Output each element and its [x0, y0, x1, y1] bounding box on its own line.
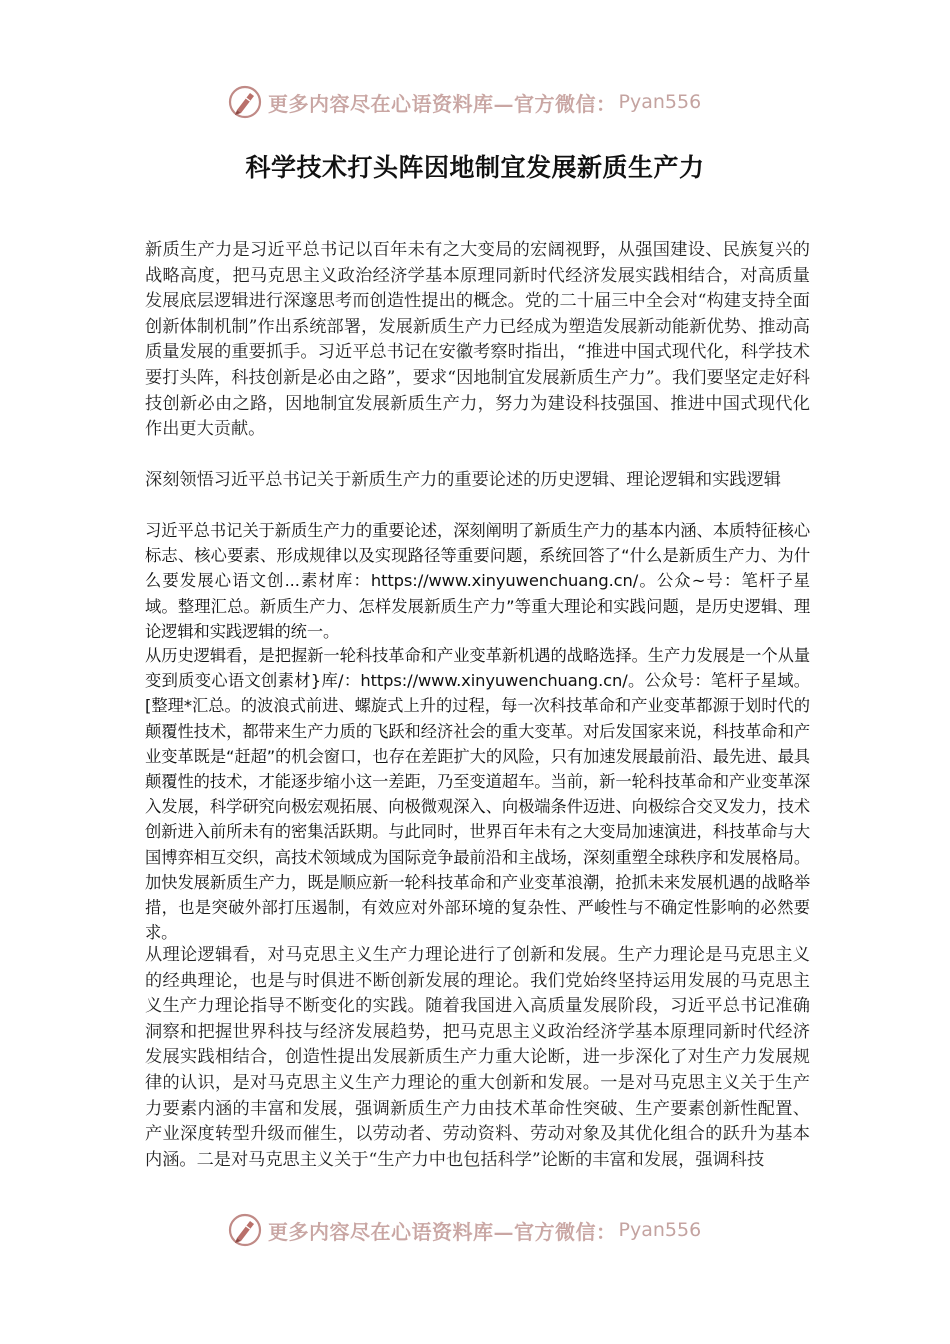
header-banner[interactable] [228, 82, 748, 122]
footer-banner[interactable] [228, 1210, 748, 1250]
paragraph-theoretical-logic: 从理论逻辑看，对马克思主义生产力理论进行了创新和发展。生产力理论是马克思主义的经典理论，也是与时俱进不断创新发展的理论。我们党始终坚持运用发展的马克思主义生产力理论指导不断变化的实践。随着我国进入高质量发展阶段，习近平总书记准确洞察和把握世界科技与经济发展趋势，把马克思主义政治经济学基本原理同新时代经济发展实践相结合，创造性提出发展新质生产力重大论断，进一步深化了对生产力发展规律的认识，是对马克思主义生产力理论的重大创新和发展。一是对马克思主义关于生产力要素内涵的丰富和发展，强调新质生产力由技术革命性突破、生产要素创新性配置、产业深度转型升级而催生，以劳动者、劳动资料、劳动对象及其优化组合的跃升为基本内涵。二是对马克思主义关于“生产力中也包括科学”论断的丰富和发展，强调科技 [145, 945, 810, 1170]
document-title: 科学技术打头阵因地制宜发展新质生产力 [245, 153, 705, 182]
banner-wechat-handle: Pyan556 [618, 1219, 702, 1241]
pen-nib-logo-icon [228, 85, 262, 119]
pen-nib-logo-icon [228, 1213, 262, 1247]
paragraph-intro: 新质生产力是习近平总书记以百年未有之大变局的宏阔视野，从强国建设、民族复兴的战略高度，把马克思主义政治经济学基本原理同新时代经济发展实践相结合，对高质量发展底层逻辑进行深邃思考而创造性提出的概念。党的二十届三中全会对“构建支持全面创新体制机制”作出系统部署，发展新质生产力已经成为塑造发展新动能新优势、推动高质量发展的重要抓手。习近平总书记在安徽考察时指出，“推进中国式现代化，科学技术要打头阵，科技创新是必由之路”，要求“因地制宜发展新质生产力”。我们要坚定走好科技创新必由之路，因地制宜发展新质生产力，努力为建设科技强国、推进中国式现代化作出更大贡献。 [145, 240, 810, 440]
banner-text: 更多内容尽在心语资料库—官方微信： [268, 91, 617, 116]
paragraph-historical-logic: 从历史逻辑看，是把握新一轮科技革命和产业变革新机遇的战略选择。生产力发展是一个从量变到质变心语文创素材}库/：https://www.xinyuwenchuang.cn/。公众号：笔杆子星域。[整理*汇总。的波浪式前进、螺旋式上升的过程，每一次科技革命和产业变革都源于划时代的颠覆性技术，都带来生产力质的飞跃和经济社会的重大变革。对后发国家来说，科技革命和产业变革既是“赶超”的机会窗口，也存在差距扩大的风险，只有加速发展最前沿、最先进、最具颠覆性的技术，才能逐步缩小这一差距，乃至变道超车。当前，新一轮科技革命和产业变革深入发展，科学研究向极宏观拓展、向极微观深入、向极端条件迈进、向极综合交叉发力，技术创新进入前所未有的密集活跃期。与此同时，世界百年未有之大变局加速演进，科技革命与大国博弈相互交织，高技术领域成为国际竞争最前沿和主战场，深刻重塑全球秩序和发展格局。加快发展新质生产力，既是顺应新一轮科技革命和产业变革浪潮，抢抓未来发展机遇的战略举措，也是突破外部打压遏制，有效应对外部环境的复杂性、严峻性与不确定性影响的必然要求。 [145, 646, 810, 943]
paragraph-overview: 习近平总书记关于新质生产力的重要论述，深刻阐明了新质生产力的基本内涵、本质特征核心标志、核心要素、形成规律以及实现路径等重要问题，系统回答了“什么是新质生产力、为什么要发展心语文创...素材库：https://www.xinyuwenchuang.cn/。公众~号：笔杆子星域。整理汇总。新质生产力、怎样发展新质生产力”等重大理论和实践问题，是历史逻辑、理论逻辑和实践逻辑的统一。 [145, 521, 810, 641]
document-body [145, 238, 810, 1198]
section-heading: 深刻领悟习近平总书记关于新质生产力的重要论述的历史逻辑、理论逻辑和实践逻辑 [145, 470, 781, 490]
banner-wechat-handle: Pyan556 [618, 91, 702, 113]
banner-text: 更多内容尽在心语资料库—官方微信： [268, 1219, 617, 1244]
